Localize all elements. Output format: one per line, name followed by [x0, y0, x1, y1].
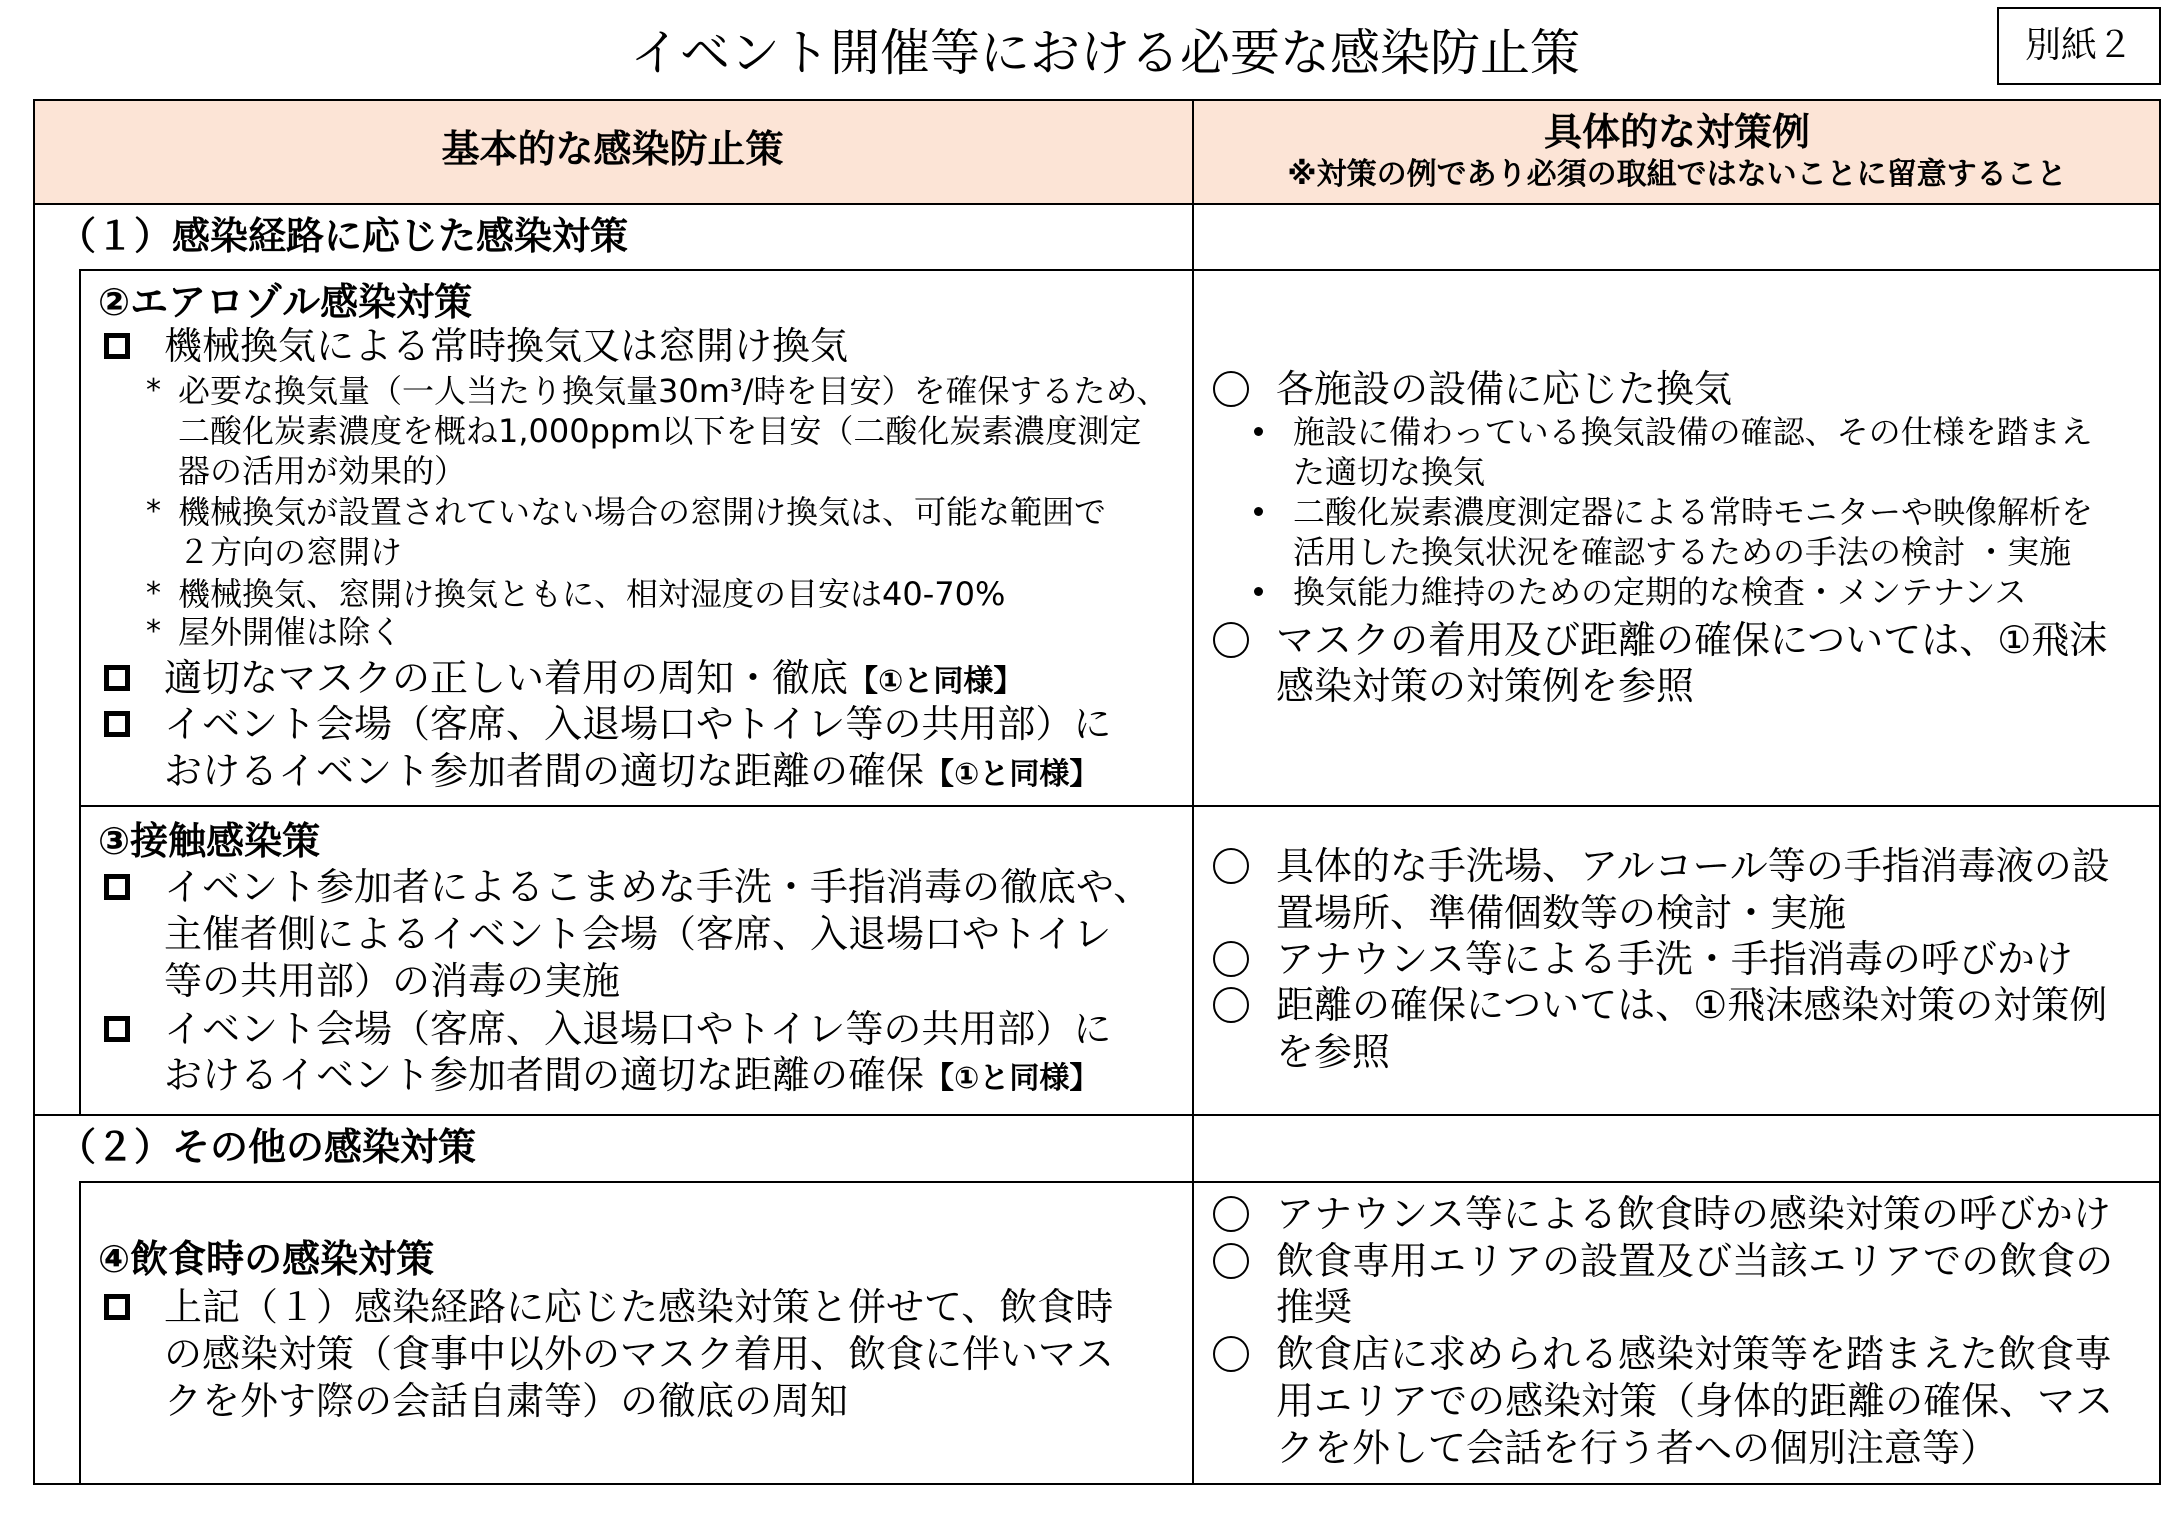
asterisk-bullet-icon — [146, 574, 161, 614]
example-line: 用エリアでの感染対策（身体的距離の確保、マス — [1276, 1379, 2114, 1423]
aerosol-note-1 — [146, 371, 1168, 491]
example-line: 具体的な手洗場、アルコール等の手指消毒液の設 — [1276, 844, 2110, 888]
reference-note: 【①と同様】 — [848, 664, 1024, 699]
contact-example-1 — [1276, 843, 2110, 937]
measure-text: おけるイベント参加者間の適切な距離の確保 — [164, 1053, 925, 1097]
circle-bullet-icon — [1213, 987, 1249, 1023]
note-line: 屋外開催は除く — [178, 613, 403, 651]
example-line: を参照 — [1276, 1030, 1391, 1074]
checkbox-bullet-icon — [104, 1016, 130, 1042]
section1-heading: （１）感染経路に応じた感染対策 — [58, 214, 629, 258]
table-border-top — [33, 99, 2161, 101]
measure-line — [164, 1052, 1111, 1102]
circle-bullet-icon — [1213, 1243, 1249, 1279]
header-examples-note: ※対策の例であり必須の取組ではないことに留意すること — [1287, 157, 2067, 192]
dot-bullet-icon — [1254, 507, 1263, 516]
section2-heading: （２）その他の感染対策 — [58, 1125, 477, 1169]
note-line: 器の活用が効果的） — [178, 452, 467, 490]
detail-line: 施設に備わっている換気設備の確認、その仕様を踏まえ — [1293, 413, 2093, 451]
note-line: 機械換気が設置されていない場合の窓開け換気は、可能な範囲で — [178, 493, 1107, 531]
circle-bullet-icon — [1213, 1196, 1249, 1232]
measure-line: 等の共用部）の消毒の実施 — [164, 959, 621, 1003]
inner-border-left-section1 — [79, 269, 81, 1116]
measure-line: 機械換気による常時換気又は窓開け換気 — [164, 324, 849, 368]
detail-line: 二酸化炭素濃度測定器による常時モニターや映像解析を — [1293, 493, 2094, 531]
dot-bullet-icon — [1254, 587, 1263, 596]
circle-bullet-icon — [1213, 622, 1249, 658]
example-line: 飲食専用エリアの設置及び当該エリアでの飲食の — [1276, 1239, 2114, 1283]
example-line: マスクの着用及び距離の確保については、①飛沫 — [1276, 618, 2108, 662]
detail-line: 活用した換気状況を確認するための手法の検討 ・実施 — [1293, 533, 2072, 571]
reference-note: 【①と同様】 — [924, 1061, 1100, 1096]
attachment-label: 別紙２ — [1997, 7, 2161, 85]
checkbox-bullet-icon — [104, 1294, 130, 1320]
contact-example-3 — [1276, 982, 2107, 1076]
circle-bullet-icon — [1213, 848, 1249, 884]
example-line: アナウンス等による飲食時の感染対策の呼びかけ — [1276, 1192, 2111, 1236]
table-border-left — [33, 99, 35, 1485]
checkbox-bullet-icon — [104, 665, 130, 691]
measure-line — [164, 748, 1111, 798]
checkbox-bullet-icon — [104, 711, 130, 737]
example-line: アナウンス等による手洗・手指消毒の呼びかけ — [1276, 937, 2073, 981]
contact-example-2 — [1276, 936, 2073, 982]
contact-heading: ③接触感染策 — [98, 819, 321, 863]
example-line: 距離の確保については、①飛沫感染対策の対策例 — [1276, 983, 2108, 1027]
circle-bullet-icon — [1213, 941, 1249, 977]
header-basic-measures: 基本的な感染防止策 — [441, 127, 784, 171]
measure-line: イベント参加者によるこまめな手洗・手指消毒の徹底や、 — [164, 865, 1152, 909]
row-divider-section2-top — [33, 1114, 2161, 1116]
aerosol-example-2 — [1276, 617, 2107, 709]
circle-bullet-icon — [1213, 1336, 1249, 1372]
measure-text: 適切なマスクの正しい着用の周知・徹底 — [164, 656, 849, 700]
dining-example-1 — [1276, 1191, 2111, 1237]
example-line: 各施設の設備に応じた換気 — [1276, 367, 1733, 411]
measure-line: イベント会場（客席、入退場口やトイレ等の共用部）に — [164, 1007, 1112, 1051]
detail-line: た適切な換気 — [1293, 453, 1486, 491]
example-line: 置場所、準備個数等の検討・実施 — [1276, 891, 1847, 935]
asterisk-bullet-icon — [146, 371, 161, 411]
aerosol-example-1 — [1276, 366, 1732, 412]
contact-measure-2 — [164, 1006, 1111, 1102]
checkbox-bullet-icon — [104, 874, 130, 900]
dining-measure-1 — [164, 1284, 1114, 1425]
note-line: ２方向の窓開け — [178, 533, 403, 571]
measure-line — [164, 655, 1023, 705]
example-line: クを外して会話を行う者への個別注意等） — [1276, 1426, 1999, 1470]
table-border-bottom — [33, 1483, 2161, 1485]
measure-line: クを外す際の会話自粛等）の徹底の周知 — [164, 1379, 849, 1423]
row-divider-aerosol-top — [79, 269, 2161, 271]
reference-note: 【①と同様】 — [924, 757, 1100, 792]
measure-line: 主催者側によるイベント会場（客席、入退場口やトイレ — [164, 912, 1112, 956]
aerosol-heading: ②エアロゾル感染対策 — [98, 280, 473, 324]
measure-line: 上記（１）感染経路に応じた感染対策と併せて、飲食時 — [164, 1285, 1114, 1329]
note-line: 必要な換気量（一人当たり換気量30m³/時を目安）を確保するため、 — [178, 372, 1169, 410]
row-divider-contact-top — [79, 805, 2161, 807]
asterisk-bullet-icon — [146, 492, 161, 532]
asterisk-bullet-icon — [146, 612, 161, 652]
aerosol-measure-3 — [164, 701, 1111, 798]
aerosol-example-detail-3 — [1293, 572, 2026, 612]
dining-heading: ④飲食時の感染対策 — [98, 1237, 435, 1281]
page-title: イベント開催等における必要な感染防止策 — [630, 24, 1580, 82]
inner-border-left-section2 — [79, 1181, 81, 1485]
aerosol-note-2 — [146, 492, 1106, 572]
measure-text: おけるイベント参加者間の適切な距離の確保 — [164, 749, 925, 793]
detail-line: 換気能力維持のための定期的な検査・メンテナンス — [1293, 573, 2027, 611]
aerosol-example-detail-2 — [1293, 492, 2093, 572]
note-line: 二酸化炭素濃度を概ね1,000ppm以下を目安（二酸化炭素濃度測定 — [178, 412, 1142, 450]
example-line: 推奨 — [1276, 1285, 1353, 1329]
aerosol-note-4 — [146, 612, 402, 652]
row-divider-dining-top — [79, 1181, 2161, 1183]
example-line: 感染対策の対策例を参照 — [1276, 664, 1695, 708]
dot-bullet-icon — [1254, 427, 1263, 436]
measure-line: の感染対策（食事中以外のマスク着用、飲食に伴いマス — [164, 1332, 1115, 1376]
dining-example-3 — [1276, 1331, 2113, 1472]
contact-measure-1 — [164, 864, 1151, 1005]
circle-bullet-icon — [1213, 371, 1249, 407]
aerosol-measure-2 — [164, 655, 1023, 705]
note-line: 機械換気、窓開け換気ともに、相対湿度の目安は40-70% — [178, 575, 1006, 613]
table-column-divider — [1192, 99, 1194, 1485]
aerosol-measure-1 — [164, 323, 848, 370]
table-border-right — [2159, 99, 2161, 1485]
example-line: 飲食店に求められる感染対策等を踏まえた飲食専 — [1276, 1332, 2113, 1376]
dining-example-2 — [1276, 1238, 2113, 1330]
header-examples-title: 具体的な対策例 — [1543, 110, 1810, 154]
table-header-divider — [33, 203, 2161, 205]
measure-line: イベント会場（客席、入退場口やトイレ等の共用部）に — [164, 702, 1112, 746]
aerosol-note-3 — [146, 574, 1005, 614]
aerosol-example-detail-1 — [1293, 412, 2093, 492]
checkbox-bullet-icon — [104, 333, 130, 359]
